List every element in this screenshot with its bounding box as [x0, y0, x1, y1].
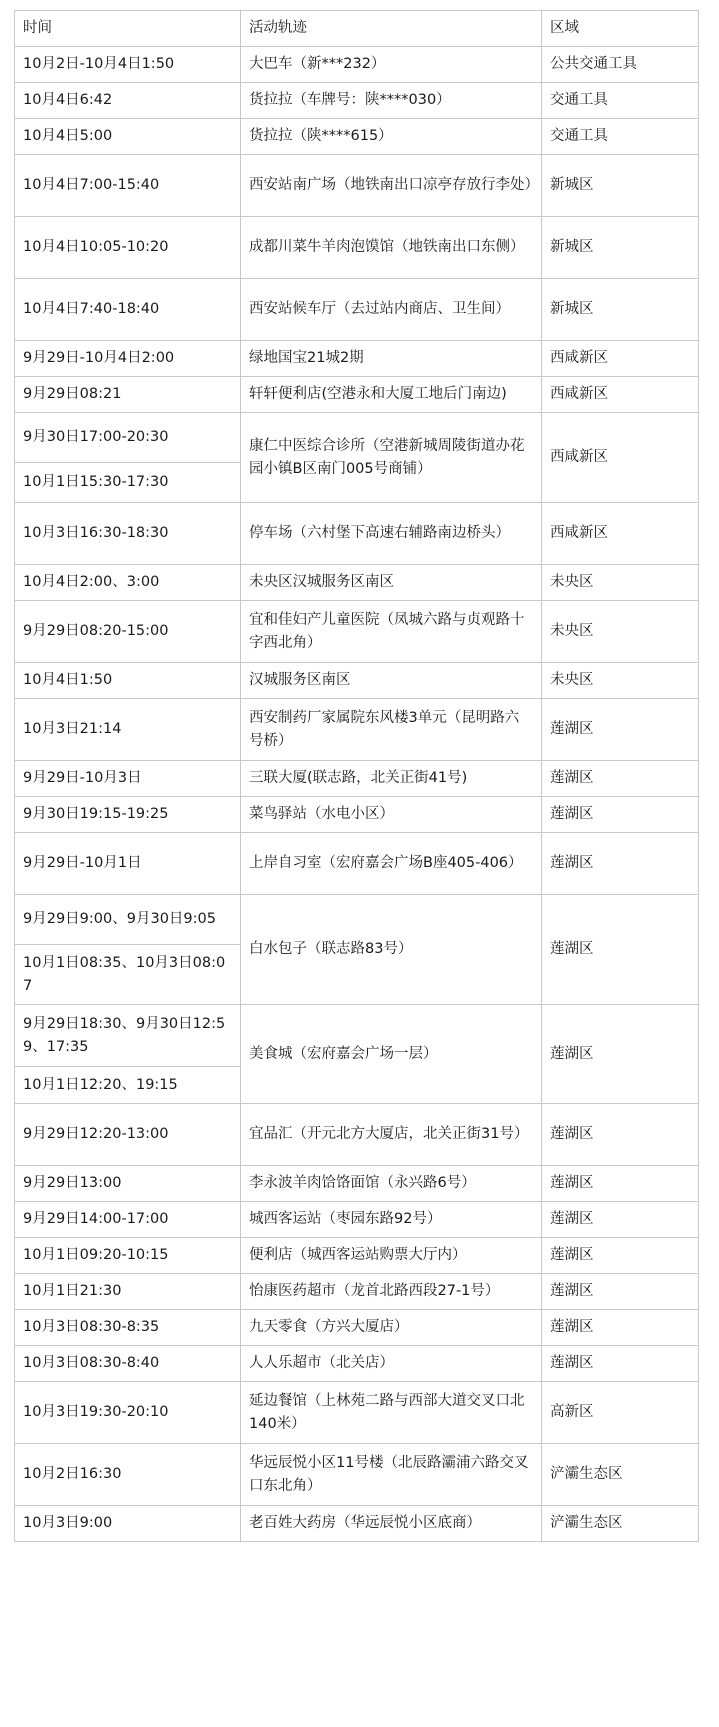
- cell-area: 莲湖区: [542, 1274, 699, 1310]
- table-header-row: [15, 11, 699, 47]
- cell-track: 九天零食（方兴大厦店）: [241, 1310, 542, 1346]
- table-row: [15, 1202, 699, 1238]
- cell-time: 10月3日16:30-18:30: [15, 503, 241, 565]
- cell-area: 莲湖区: [542, 1238, 699, 1274]
- table-row: [15, 833, 699, 895]
- cell-time: 10月4日7:40-18:40: [15, 279, 241, 341]
- cell-track: 康仁中医综合诊所（空港新城周陵街道办花园小镇B区南门005号商铺）: [241, 413, 542, 503]
- cell-track: 宜和佳妇产儿童医院（凤城六路与贞观路十字西北角）: [241, 601, 542, 663]
- cell-area: 莲湖区: [542, 833, 699, 895]
- cell-track: 老百姓大药房（华远辰悦小区底商）: [241, 1506, 542, 1542]
- cell-area: 莲湖区: [542, 797, 699, 833]
- cell-track: 西安制药厂家属院东风楼3单元（昆明路六号桥）: [241, 699, 542, 761]
- cell-area: 未央区: [542, 663, 699, 699]
- cell-time: 10月2日16:30: [15, 1444, 241, 1506]
- cell-track: 汉城服务区南区: [241, 663, 542, 699]
- cell-time: 10月4日7:00-15:40: [15, 155, 241, 217]
- table-row: [15, 119, 699, 155]
- cell-time: 10月4日6:42: [15, 83, 241, 119]
- cell-time: 10月4日2:00、3:00: [15, 565, 241, 601]
- cell-time: 10月3日08:30-8:40: [15, 1346, 241, 1382]
- cell-time: 9月30日17:00-20:30: [15, 413, 241, 463]
- cell-area: 交通工具: [542, 119, 699, 155]
- cell-area: 新城区: [542, 217, 699, 279]
- cell-track: 绿地国宝21城2期: [241, 341, 542, 377]
- cell-area: 未央区: [542, 565, 699, 601]
- table-row: [15, 155, 699, 217]
- cell-time-secondary: 10月1日08:35、10月3日08:07: [15, 945, 241, 1005]
- cell-track: 上岸自习室（宏府嘉会广场B座405-406）: [241, 833, 542, 895]
- table-row: [15, 1444, 699, 1506]
- cell-track: 未央区汉城服务区南区: [241, 565, 542, 601]
- cell-track: 西安站南广场（地铁南出口凉亭存放行李处）: [241, 155, 542, 217]
- cell-time: 9月29日18:30、9月30日12:59、17:35: [15, 1005, 241, 1067]
- cell-track: 货拉拉（陕****615）: [241, 119, 542, 155]
- cell-track: 成都川菜牛羊肉泡馍馆（地铁南出口东侧）: [241, 217, 542, 279]
- table-row: [15, 895, 699, 945]
- table-row: [15, 1166, 699, 1202]
- cell-area: 浐灞生态区: [542, 1506, 699, 1542]
- cell-area: 莲湖区: [542, 1310, 699, 1346]
- cell-time: 9月29日9:00、9月30日9:05: [15, 895, 241, 945]
- cell-time: 10月3日9:00: [15, 1506, 241, 1542]
- cell-track: 人人乐超市（北关店）: [241, 1346, 542, 1382]
- cell-track: 怡康医药超市（龙首北路西段27-1号）: [241, 1274, 542, 1310]
- cell-time: 9月29日-10月3日: [15, 761, 241, 797]
- table-row: [15, 1005, 699, 1067]
- table-row: [15, 699, 699, 761]
- table-row: [15, 1104, 699, 1166]
- table-row: [15, 797, 699, 833]
- table-row: [15, 279, 699, 341]
- cell-track: 宜品汇（开元北方大厦店，北关正街31号）: [241, 1104, 542, 1166]
- cell-time: 10月4日1:50: [15, 663, 241, 699]
- cell-track: 西安站候车厅（去过站内商店、卫生间）: [241, 279, 542, 341]
- table-row: [15, 1274, 699, 1310]
- cell-time: 10月1日21:30: [15, 1274, 241, 1310]
- itinerary-table: [14, 10, 699, 1542]
- cell-area: 高新区: [542, 1382, 699, 1444]
- cell-time: 9月29日12:20-13:00: [15, 1104, 241, 1166]
- cell-time: 10月4日10:05-10:20: [15, 217, 241, 279]
- table-row: [15, 341, 699, 377]
- cell-time: 10月2日-10月4日1:50: [15, 47, 241, 83]
- table-row: [15, 601, 699, 663]
- cell-area: 莲湖区: [542, 1202, 699, 1238]
- cell-area: 莲湖区: [542, 1346, 699, 1382]
- cell-area: 浐灞生态区: [542, 1444, 699, 1506]
- cell-track: 轩轩便利店(空港永和大厦工地后门南边): [241, 377, 542, 413]
- table-row: [15, 413, 699, 463]
- cell-track: 菜鸟驿站（水电小区）: [241, 797, 542, 833]
- cell-area: 莲湖区: [542, 699, 699, 761]
- table-row: [15, 47, 699, 83]
- cell-track: 三联大厦(联志路，北关正街41号): [241, 761, 542, 797]
- cell-track: 货拉拉（车牌号：陕****030）: [241, 83, 542, 119]
- table-row: [15, 377, 699, 413]
- itinerary-table-container: [14, 10, 698, 1542]
- cell-area: 西咸新区: [542, 413, 699, 503]
- table-row: [15, 1506, 699, 1542]
- table-row: [15, 761, 699, 797]
- cell-track: 延边餐馆（上林苑二路与西部大道交叉口北140米）: [241, 1382, 542, 1444]
- cell-area: 新城区: [542, 155, 699, 217]
- cell-track: 大巴车（新***232）: [241, 47, 542, 83]
- cell-area: 莲湖区: [542, 1166, 699, 1202]
- cell-area: 西咸新区: [542, 341, 699, 377]
- cell-area: 莲湖区: [542, 761, 699, 797]
- table-row: [15, 503, 699, 565]
- cell-time: 9月29日13:00: [15, 1166, 241, 1202]
- cell-time: 10月3日08:30-8:35: [15, 1310, 241, 1346]
- cell-area: 新城区: [542, 279, 699, 341]
- cell-track: 便利店（城西客运站购票大厅内）: [241, 1238, 542, 1274]
- cell-track: 华远辰悦小区11号楼（北辰路灞浦六路交叉口东北角）: [241, 1444, 542, 1506]
- cell-time: 10月3日19:30-20:10: [15, 1382, 241, 1444]
- table-row: [15, 1382, 699, 1444]
- cell-time-secondary: 10月1日12:20、19:15: [15, 1067, 241, 1104]
- header-time: 时间: [15, 11, 241, 47]
- cell-area: 莲湖区: [542, 1104, 699, 1166]
- cell-time-secondary: 10月1日15:30-17:30: [15, 463, 241, 503]
- cell-area: 公共交通工具: [542, 47, 699, 83]
- table-row: [15, 663, 699, 699]
- table-row: [15, 83, 699, 119]
- cell-area: 西咸新区: [542, 377, 699, 413]
- table-row: [15, 1238, 699, 1274]
- cell-area: 交通工具: [542, 83, 699, 119]
- table-row: [15, 565, 699, 601]
- cell-track: 美食城（宏府嘉会广场一层）: [241, 1005, 542, 1104]
- cell-time: 9月29日08:21: [15, 377, 241, 413]
- cell-time: 9月29日-10月4日2:00: [15, 341, 241, 377]
- cell-area: 莲湖区: [542, 1005, 699, 1104]
- table-row: [15, 1310, 699, 1346]
- cell-time: 10月1日09:20-10:15: [15, 1238, 241, 1274]
- cell-time: 9月29日14:00-17:00: [15, 1202, 241, 1238]
- table-row: [15, 217, 699, 279]
- table-row: [15, 1346, 699, 1382]
- cell-area: 莲湖区: [542, 895, 699, 1005]
- header-area: 区域: [542, 11, 699, 47]
- cell-time: 9月29日08:20-15:00: [15, 601, 241, 663]
- cell-track: 李永波羊肉饸饹面馆（永兴路6号）: [241, 1166, 542, 1202]
- cell-time: 10月3日21:14: [15, 699, 241, 761]
- cell-time: 10月4日5:00: [15, 119, 241, 155]
- cell-area: 未央区: [542, 601, 699, 663]
- cell-track: 停车场（六村堡下高速右辅路南边桥头）: [241, 503, 542, 565]
- cell-time: 9月29日-10月1日: [15, 833, 241, 895]
- header-track: 活动轨迹: [241, 11, 542, 47]
- cell-time: 9月30日19:15-19:25: [15, 797, 241, 833]
- table-body: [15, 11, 699, 1542]
- cell-area: 西咸新区: [542, 503, 699, 565]
- cell-track: 白水包子（联志路83号）: [241, 895, 542, 1005]
- cell-track: 城西客运站（枣园东路92号）: [241, 1202, 542, 1238]
